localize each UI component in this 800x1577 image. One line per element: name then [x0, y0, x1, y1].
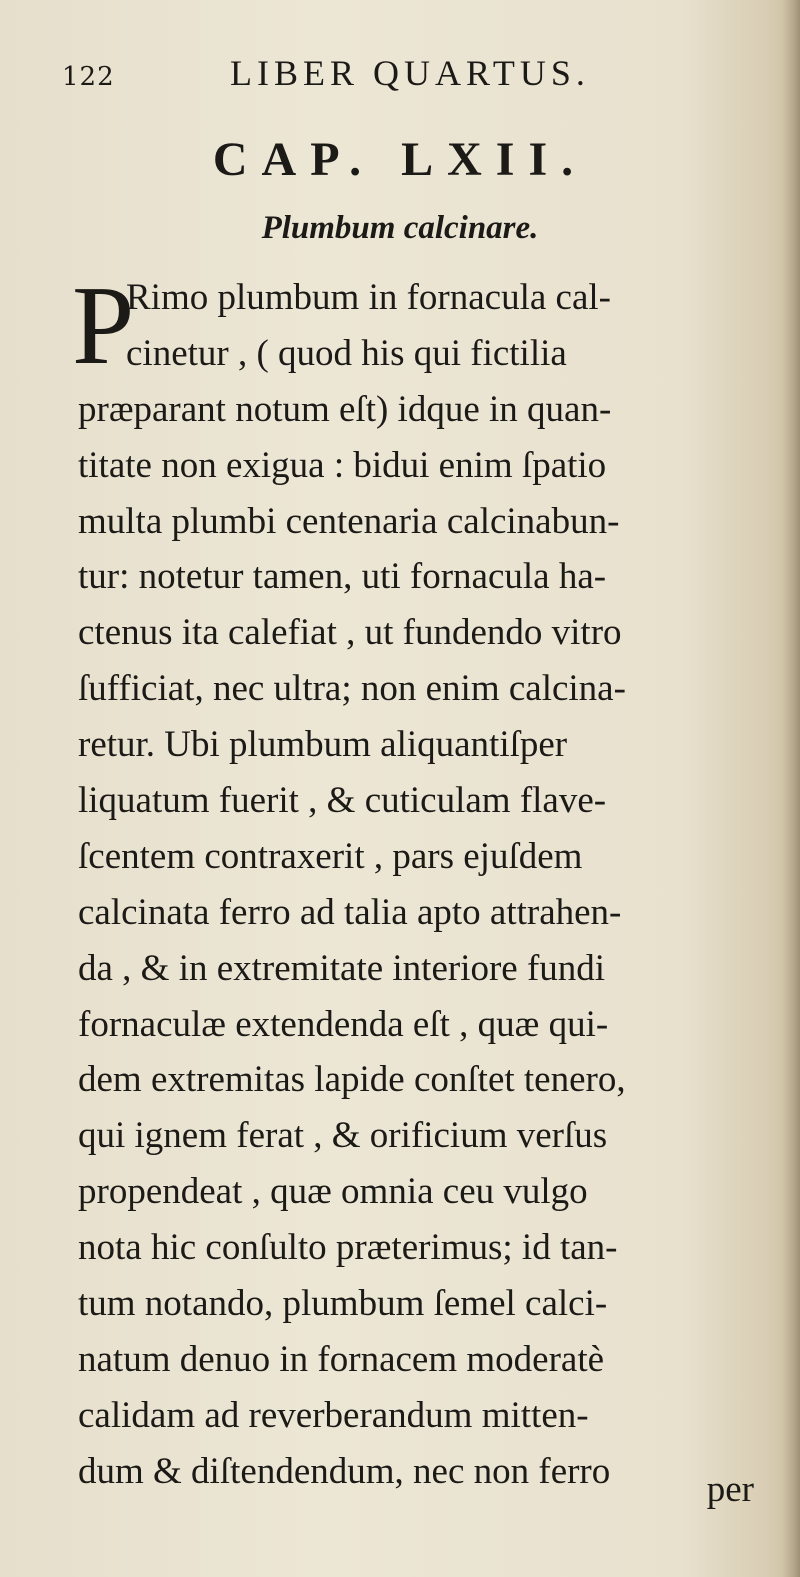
text-line: tum notando, plumbum ſemel calci-: [78, 1283, 608, 1325]
text-line: propendeat , quæ omnia ceu vulgo: [78, 1171, 588, 1213]
chapter-subtitle: Plumbum calcinare.: [261, 210, 539, 246]
page-header: [62, 52, 760, 102]
text-line: multa plumbi centenaria calcinabun-: [78, 500, 620, 542]
text-line: da , & in extremitate interiore fundi: [78, 947, 606, 989]
text-line: natum denuo in fornacem moderatè: [78, 1338, 605, 1380]
running-head: LIBER QUARTUS.: [230, 53, 590, 93]
text-line: liquatum fuerit , & cuticulam flave-: [78, 780, 607, 822]
text-line: ſcentem contraxerit , pars ejuſdem: [78, 835, 583, 877]
chapter-title: CAP. LXII.: [212, 133, 588, 186]
text-line: cinetur , ( quod his qui fictilia: [126, 332, 567, 374]
text-line: ctenus ita calefiat , ut fundendo vitro: [78, 612, 622, 654]
text-line: ſufficiat, nec ultra; non enim calcina-: [78, 668, 626, 710]
text-line: præparant notum eſt) idque in quan-: [78, 388, 612, 430]
text-line: titate non exigua : bidui enim ſpatio: [78, 444, 607, 486]
body-text: [72, 264, 778, 1500]
catchword: per: [706, 1469, 754, 1510]
text-line: dem extremitas lapide conſtet tenero,: [78, 1059, 626, 1101]
text-line: tur: notetur tamen, uti fornacula ha-: [78, 556, 607, 598]
text-line: fornaculæ extendenda eſt , quæ qui-: [78, 1003, 609, 1045]
text-line: qui ignem ferat , & orificium verſus: [78, 1115, 608, 1157]
text-line: nota hic conſulto præterimus; id tan-: [78, 1227, 618, 1269]
text-line: calcinata ferro ad talia apto attrahen-: [78, 891, 622, 933]
text-line: retur. Ubi plumbum aliquantiſper: [78, 724, 568, 766]
text-line: Rimo plumbum in fornacula cal-: [126, 277, 611, 318]
text-line: dum & diſtendendum, nec non ferro: [78, 1450, 611, 1492]
drop-cap: P: [72, 264, 135, 388]
text-line: calidam ad reverberandum mitten-: [78, 1394, 589, 1436]
page-number: 122: [62, 62, 115, 92]
